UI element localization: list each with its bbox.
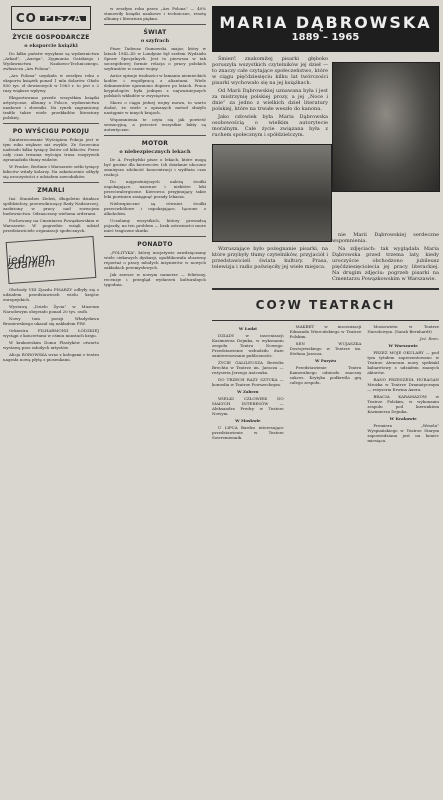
listing-item: Mossowietu w Teatrze Narodowym. (Sarah Bernhardt) <box>367 324 440 334</box>
listing-item: RANO PRZESZEDŁ HURAGAN Mrożka w Teatrze Dramatycznym — reżyseria Erwina Axera. <box>367 377 440 392</box>
jednym-zdaniem-logo: jednym zdaniem <box>6 236 97 284</box>
funeral-photo <box>212 144 332 242</box>
left-column <box>3 0 99 364</box>
brief-item: Wystawę „Dzieło Życia” w Muzeum Narodowym obejrzało ponad 20 tys. osób. <box>3 304 99 314</box>
listing-item: WIELKI CZŁOWIEK DO MAŁYCH INTERESÓW — Aleksandra Fredry w Teatrze Nowym. <box>212 396 284 416</box>
masthead-badge: PISZĄ <box>40 16 86 21</box>
article-paragraph: Do najgroźniejszych należą środki uspokajające, nasenne i niektóre leki przeciwalergiczne. Kierowca przyjmujący takie leki powinien zasięgnąć porady lekarza. <box>104 179 206 199</box>
article-paragraph: Eksportowano przede wszystkim książki artystyczne, albumy o Polsce, wydawnictwa naukowe i słowniki. Na rynek zagraniczny trafiło także wiele przekładów literatury polskiej. <box>3 95 99 120</box>
theatre-listings <box>212 324 439 445</box>
section-title-ponadto: PONADTO <box>137 241 173 248</box>
divider <box>104 135 206 136</box>
obituary-paragraph: nie Marii Dąbrowskiej serdeczne wspomnienia. <box>332 232 439 244</box>
obituary-paragraph: Od Marii Dąbrowskiej uznawana była i jest za mistrzynię polskiej prozy, a jej „Noce i dnie” za jedno z wielkich dzieł literatury polskiej, które na trwałe weszło do kanonu. <box>212 88 328 112</box>
listing-item: U LIPCA Bardzo interesujące przedstawienie w Teatrze Sowremiennik. <box>212 425 284 440</box>
obituary-text <box>212 56 328 284</box>
brief-item: Obchody VIII Zjazdu PISARZY odbyły się z udziałem przedstawicieli wielu krajów europejskich. <box>3 287 99 302</box>
article-paragraph: „POLITYKA”, której inicjatywie zawdzięczamy wiele ciekawych dyskusji, opublikowała obszerny reportaż o pracy młodych inżynierów w nowych zakładach przemysłowych. <box>104 250 206 270</box>
listing-item: BRACIA KARAMAZOW w Teatrze Polskim, w wykonaniu zespołu pod kierunkiem Kazimierza Dejmka. <box>367 394 440 414</box>
brief-item: Orkiestra FILHARMONII ŁÓDZKIEJ wystąpi z koncertami w ośmiu miastach kraju. <box>3 328 99 338</box>
section-title-motor: MOTOR <box>141 140 169 147</box>
article-paragraph: Zainteresowanie Wyścigiem Pokoju jest w tym roku większe niż zwykle. Ze Szczecina nadeszło kilka tysięcy listów od kibiców. Przez cały czas trwania wyścigu trasa rozgrywek zgromadziła tłumy widzów. <box>3 137 99 162</box>
section-title-zmarli: ZMARLI <box>37 187 65 194</box>
brief-item: Nowy tom poezji Władysława Broniewskiego ukazał się nakładem PIW. <box>3 316 99 326</box>
listing-item: Premiera „Wesela” Wyspiańskiego w Teatrze Starym zapowiedziana jest na koniec miesiąca. <box>367 423 440 443</box>
theatre-section-title: CO?W TEATRACH <box>212 288 439 321</box>
section-subtitle: o eksporcie książki <box>24 43 78 49</box>
article-paragraph: Inż. Stanisław Zieleń, długoletni działacz spółdzielczy, przewodniczący Rady Nadzorczej, zasłużony w pracy nad rozwojem budownictwa. Odznaczony wieloma orderami. <box>3 196 99 216</box>
article-paragraph: Do kilku państw wysyłane są wydawnictwa „Arkad”, „Auriga”, Zygmunta Gatzkiego i Wydawnictwa Naukowo-Technicznego, zwłaszcza „Ars Polona”. <box>3 51 99 71</box>
obituary-paragraph: Wzruszające było pożegnanie pisarki, na które przybyły tłumy czytelników, przyjaciół i przedstawicieli świata kultury. Prasa, telewizja i radio poświęciły jej wiele miejsca. <box>212 246 328 270</box>
article-paragraph: Autor opisuje trudności w łamaniu niemieckich kodów i współpracę z aliantami. Wiele dokumentów ujawniono dopiero po latach. Praca kryptologów była jednym z najważniejszych polskich wkładów w zwycięstwo. <box>104 73 206 98</box>
divider <box>104 236 206 237</box>
author-signature: Jeż. Rom. <box>419 336 440 341</box>
city-heading: W Krakowie <box>389 416 417 421</box>
article-paragraph: Jak zawsze w nowym numerze — felietony, recenzje i przegląd wydarzeń kulturalnych tygodnia. <box>104 272 206 287</box>
obituary-body <box>212 56 439 284</box>
middle-column <box>104 0 206 289</box>
city-heading: W Paryżu <box>315 358 336 363</box>
section-subtitle: o szyfrach <box>140 38 170 44</box>
masthead-word: CO <box>15 10 37 25</box>
listing-item: ŻYCIE GALILEUSZA Bertolta Brechta w Teatrze im. Jaracza — reżyseria Jerzego Antczaka. <box>212 360 284 375</box>
obituary-header <box>212 6 439 52</box>
section-title-swiat: ŚWIAT <box>143 29 167 36</box>
section-subtitle: o niebezpiecznych lekach <box>119 149 191 155</box>
divider <box>104 24 206 25</box>
section-title-zycie-gospodarcze: ŻYCIE GOSPODARCZE <box>12 34 90 41</box>
photo-caption: Na zdjęciach: tak wyglądała Maria Dąbrowska przed trzema laty, kiedy uroczyście obchodzono jubileusz pięćdziesięciolecia jej pracy literackiej. Na drugim zdjęciu: pogrzeb pisarki na Cmentarzu Powązkowskim w Warszawie. <box>332 246 439 282</box>
listing-item: MAKBET w inscenizacji Edmunda Wiercińskiego w Teatrze Polskim. <box>289 324 362 339</box>
article-paragraph: Uczulamy wszystkich, którzy prowadzą pojazdy, na ten problem — brak ostrożności może mieć tragiczne skutki. <box>104 218 206 233</box>
obituary-paragraph: Śmierć znakomitej pisarki głęboko poruszyła wszystkich czytelników jej dzieł — to znaczy całe czytające społeczeństwo, które w ciągu pięćdziesięciu kilku lat twórczości pisarki wychowało się na jej książkach. <box>212 56 328 86</box>
obituary-paragraph: Jako człowiek była Maria Dąbrowska osobowością o wielkim autorytecie moralnym. Całe życie związana była z ruchem społecznym i spółdzielczym. <box>212 114 328 138</box>
theatre-column-1 <box>212 324 284 445</box>
article-paragraph: Pisze Tadeusz Gumowski, major, który w latach 1942–45 w Londynie był szefem Wydziału Spraw Specjalnych. Jest to pierwsza w tak szczegółowej formie relacja o pracy polskich szyfrantów w czasie wojny. <box>104 46 206 71</box>
article-paragraph: w zeszłym roku przez „Ars Polona” — 40% stanowiły książki naukowe i techniczne, resztę albumy i literatura piękna. <box>104 6 206 21</box>
city-heading: W Moskwie <box>235 418 261 423</box>
section-title-wyscig-pokoju: PO WYŚCIGU POKOJU <box>12 128 90 135</box>
listing-item: SEN WUJASZKA Dostojewskiego w Teatrze im. Stefana Jaracza. <box>289 341 362 356</box>
article-paragraph: „Ars Polona” uzyskała w zeszłym roku z eksportu książek ponad 1 mln dolarów. Około 800 tys. zł dewizowych w 1963 r. to jest o 2 razy większe wpływy. <box>3 73 99 93</box>
divider <box>3 182 99 183</box>
city-heading: W Warszawie <box>388 343 418 348</box>
portrait-photo <box>332 62 440 192</box>
theatre-column-3 <box>367 324 439 445</box>
brief-item: Alicja BOROWSKA wraz z kolegami z teatru nagrała nową płytę z piosenkami. <box>3 352 99 362</box>
article-paragraph: Skoro o ciągu jednej wojny mowa, to warto dodać, że wiele z opisanych metod służyło następnie w innych krajach. <box>104 100 206 115</box>
listing-item: DO TRZECH RAZY SZTUKA — komedia w Teatrze Powszechnym. <box>212 377 284 387</box>
listing-item: PRZEZ MOJE OKULARY — pod tym tytułem zaprezentowano w Teatrze Ateneum nowy spektakl kabaretowy z udziałem znanych aktorów. <box>367 350 440 375</box>
brief-item: W krakowskim Domu Plastyków otwarto wystawę prac młodych artystów. <box>3 340 99 350</box>
masthead-co-pisza <box>11 6 91 30</box>
article-paragraph: Niebezpieczne są również środki przeciwbólowe i uspokajające, łączone z alkoholem. <box>104 201 206 216</box>
article-paragraph: W Pradze, Berlinie i Warszawie setki tysięcy kibiców witały kolarzy. Na zakończenie odbyły się uroczystości z udziałem zawodników. <box>3 164 99 179</box>
article-paragraph: Pochowany na Cmentarzu Powązkowskim w Warszawie. W pogrzebie wzięli udział przedstawiciele organizacji społecznych. <box>3 218 99 233</box>
obituary-years: 1889 – 1965 <box>291 32 360 43</box>
theatre-column-2 <box>290 324 362 445</box>
right-column <box>212 0 439 445</box>
divider <box>3 123 99 124</box>
listing-item: DZIADY w inscenizacji Kazimierza Dejmka, w wykonaniu zespołu Teatru Nowego. Przedstawienie wzbudziło duże zainteresowanie publiczności. <box>212 333 284 358</box>
article-paragraph: Wspomnienia te czyta się jak powieść sensacyjną, a przecież wszystkie fakty są autentyczne. <box>104 117 206 132</box>
obituary-name: MARIA DĄBROWSKA <box>219 13 432 32</box>
article-paragraph: Dr A. Przybylski pisze o lekach, które mogą być groźne dla kierowców. Ich działanie uboczne zmniejsza zdolność koncentracji i wydłuża czas reakcji. <box>104 157 206 177</box>
obituary-right <box>332 56 439 284</box>
city-heading: W Łodzi <box>238 326 257 331</box>
listing-item: Przedstawienie Teatru Kameralnego odniosło znaczny sukces. Krytyka podkreśla grę całego zespołu. <box>289 365 362 385</box>
city-heading: W Zabrzu <box>237 389 259 394</box>
